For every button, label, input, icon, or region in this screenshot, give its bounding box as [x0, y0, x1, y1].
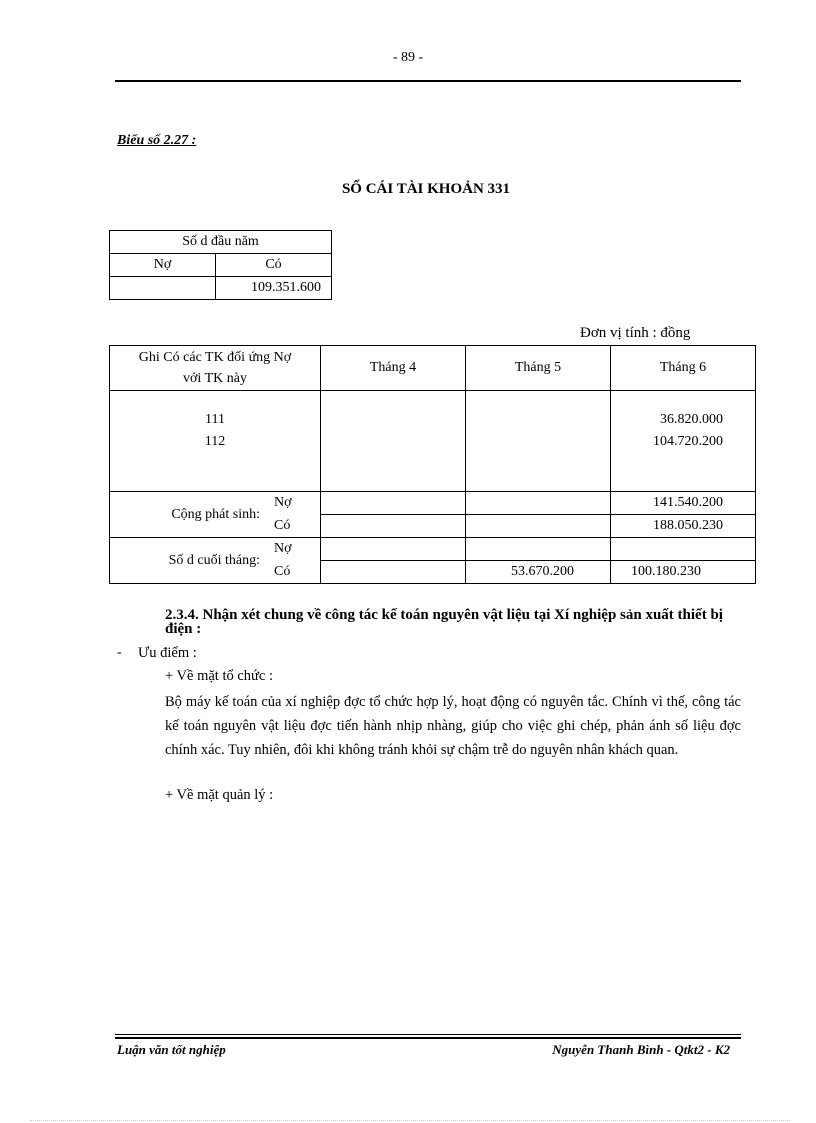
account-111: 111: [205, 412, 225, 427]
closing-debit-m4: [321, 538, 466, 561]
bottom-dotted-line: [30, 1120, 790, 1121]
opening-debit-value: [110, 277, 216, 300]
closing-credit-m5: 53.670.200: [466, 561, 611, 584]
page-number: - 89 -: [392, 50, 424, 65]
month-header-6: Tháng 6: [611, 346, 756, 391]
exhibit-label: Biểu số 2.27 :: [117, 133, 197, 148]
footer-right-text: Nguyễn Thanh Bình - Qtkt2 - K2: [552, 1042, 730, 1057]
ledger-account-header: [110, 346, 321, 391]
closing-debit-m5: [466, 538, 611, 561]
unit-note: Đơn vị tính : đồng: [580, 325, 691, 341]
month5-cell: [466, 391, 611, 492]
footer-rule-thin: [115, 1034, 741, 1035]
footer-left-text: Luận văn tốt nghiệp: [117, 1042, 226, 1057]
organization-label: + Về mặt tổ chức :: [165, 668, 273, 684]
ledger-account-header-line1: Ghi Có các TK đối ứng Nợ: [138, 350, 292, 365]
ledger-table: [109, 345, 756, 584]
total-debit-m4: [321, 492, 466, 515]
total-debit-label: Nợ: [264, 492, 321, 515]
header-rule: [115, 80, 741, 82]
closing-credit-m6: 100.180.230: [611, 561, 756, 584]
month6-amounts: [611, 391, 756, 492]
amount-112-m6: 104.720.200: [653, 434, 723, 449]
opening-balance-header: Số d đầu năm: [110, 231, 332, 254]
opening-balance-table: [109, 230, 332, 300]
total-credit-m6: 188.050.230: [611, 515, 756, 538]
total-debit-m5: [466, 492, 611, 515]
organization-paragraph: Bộ máy kế toán của xí nghiệp đợc tổ chức hợp lý, hoạt động có nguyên tắc. Chính vì thế, công tác kế toán nguyên vật liệu đợc tiến hành nhịp nhàng, giúp cho việc ghi chép, phản ánh số liệu đợc chính xác. Tuy nhiên, đôi khi không tránh khỏi sự chậm trễ do nguyên nhân khách quan.: [165, 694, 741, 758]
account-list: [110, 391, 321, 492]
account-112: 112: [204, 434, 226, 449]
total-label: Cộng phát sinh:: [110, 492, 265, 538]
document-title: SỔ CÁI TÀI KHOẢN 331: [341, 181, 511, 197]
section-heading: 2.3.4. Nhận xét chung về công tác kế toán nguyên vật liệu tại Xí nghiệp sản xuất thiết bị điện :: [165, 607, 723, 637]
closing-debit-label: Nợ: [264, 538, 321, 561]
month4-cell: [321, 391, 466, 492]
total-credit-m5: [466, 515, 611, 538]
closing-credit-label: Có: [264, 561, 321, 584]
advantages-label: Ưu điểm :: [138, 645, 197, 661]
management-label: + Về mặt quản lý :: [165, 787, 274, 803]
month-header-5: Tháng 5: [466, 346, 611, 391]
total-debit-m6: 141.540.200: [611, 492, 756, 515]
amount-111-m6: 36.820.000: [660, 412, 723, 427]
closing-debit-m6: [611, 538, 756, 561]
total-credit-m4: [321, 515, 466, 538]
ledger-account-header-line2: với TK này: [183, 371, 247, 386]
total-credit-label: Có: [264, 515, 321, 538]
bullet-dash: -: [117, 645, 122, 660]
month-header-4: Tháng 4: [321, 346, 466, 391]
closing-label: Số d cuối tháng:: [110, 538, 265, 584]
opening-credit-label: Có: [216, 254, 332, 277]
opening-credit-value: 109.351.600: [216, 277, 332, 300]
footer-rule-thick: [115, 1037, 741, 1039]
opening-debit-label: Nợ: [110, 254, 216, 277]
closing-credit-m4: [321, 561, 466, 584]
